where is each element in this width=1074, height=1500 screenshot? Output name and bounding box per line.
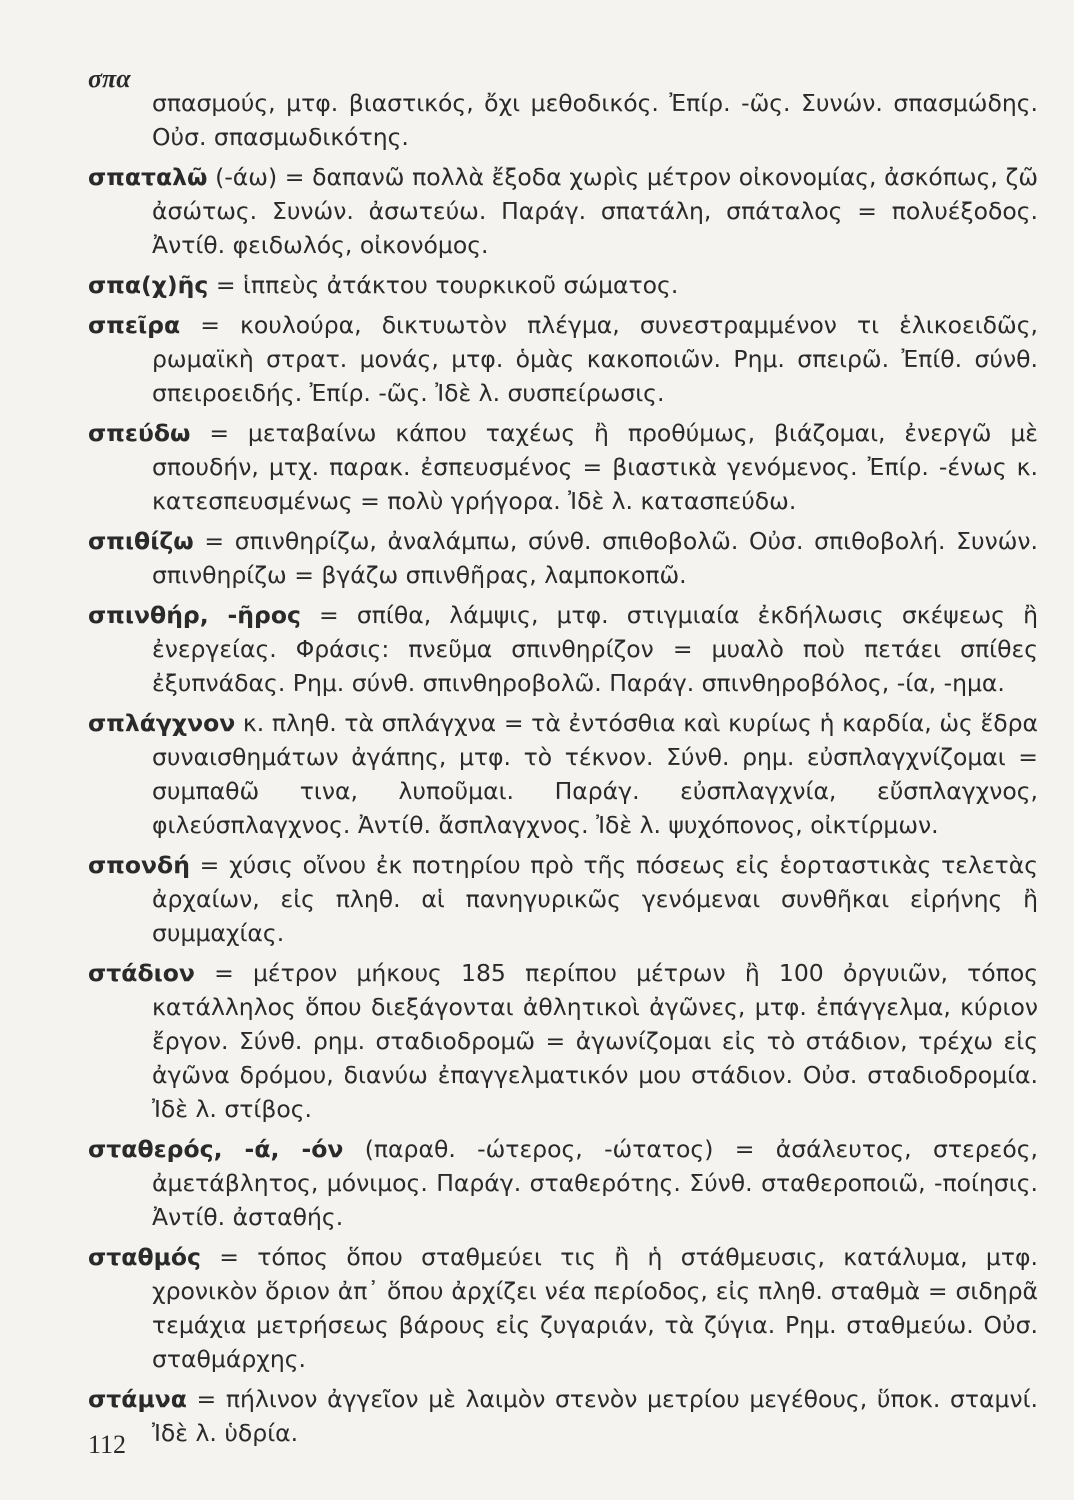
entry-definition: = σπίθα, λάμψις, μτφ. στιγμιαία ἐκδήλωσις σκέψεως ἢ ἐνεργείας. Φράσις: πνεῦμα σπινθηρίζον = μυαλὸ ποὺ πετάει σπίθες ἐξυπνάδας. Ρημ. σύνθ. σπινθηροβολῶ. Παράγ. σπινθηροβόλος, -ία, -ημα. bbox=[152, 601, 1038, 697]
entry-headword: σπεῖρα bbox=[88, 311, 181, 339]
dictionary-entry bbox=[88, 848, 1038, 950]
entry-headword: στάμνα bbox=[88, 1385, 187, 1413]
entry-list bbox=[88, 84, 1038, 1456]
dictionary-entry bbox=[88, 956, 1038, 1126]
dictionary-entry bbox=[88, 1382, 1038, 1450]
dictionary-entry bbox=[88, 86, 1038, 154]
entry-headword: στάδιον bbox=[88, 959, 195, 987]
entry-definition: (-άω) = δαπανῶ πολλὰ ἔξοδα χωρὶς μέτρον οἰκονομίας, ἀσκόπως, ζῶ ἀσώτως. Συνών. ἀσωτεύω. Παράγ. σπατάλη, σπάταλος = πολυέξοδος. Ἀντίθ. φειδωλός, οἰκονόμος. bbox=[152, 163, 1038, 259]
entry-definition: = μεταβαίνω κάπου ταχέως ἢ προθύμως, βιάζομαι, ἐνεργῶ μὲ σπουδήν, μτχ. παρακ. ἐσπευσμένος = βιαστικὰ γενόμενος. Ἐπίρ. -ένως κ. κατεσπευσμένως = πολὺ γρήγορα. Ἰδὲ λ. κατασπεύδω. bbox=[152, 419, 1038, 515]
entry-headword: σπα(χ)ῆς bbox=[88, 271, 209, 299]
entry-definition: σπασμούς, μτφ. βιαστικός, ὄχι μεθοδικός. Ἐπίρ. -ῶς. Συνών. σπασμώδης. Οὐσ. σπασμωδικότης. bbox=[152, 89, 1038, 151]
dictionary-entry bbox=[88, 160, 1038, 262]
entry-headword: σπονδή bbox=[88, 851, 190, 879]
page-number: 112 bbox=[88, 1430, 127, 1459]
dictionary-entry bbox=[88, 268, 1038, 302]
dictionary-entry bbox=[88, 1240, 1038, 1376]
entry-definition: = κουλούρα, δικτυωτὸν πλέγμα, συνεστραμμένον τι ἑλικοειδῶς, ρωμαϊκὴ στρατ. μονάς, μτφ. ὁμὰς κακοποιῶν. Ρημ. σπειρῶ. Ἐπίθ. σύνθ. σπειροειδής. Ἐπίρ. -ῶς. Ἰδὲ λ. συσπείρωσις. bbox=[152, 311, 1038, 407]
entry-definition: = χύσις οἴνου ἐκ ποτηρίου πρὸ τῆς πόσεως εἰς ἑορταστικὰς τελετὰς ἀρχαίων, εἰς πληθ. αἱ πανηγυρικῶς γενόμεναι συνθῆκαι εἰρήνης ἢ συμμαχίας. bbox=[152, 851, 1038, 947]
entry-definition: = τόπος ὅπου σταθμεύει τις ἢ ἡ στάθμευσις, κατάλυμα, μτφ. χρονικὸν ὅριον ἀπ᾽ ὅπου ἀρχίζει νέα περίοδος, εἰς πληθ. σταθμὰ = σιδηρᾶ τεμάχια μετρήσεως βάρους εἰς ζυγαριάν, τὰ ζύγια. Ρημ. σταθμεύω. Οὐσ. σταθμάρχης. bbox=[152, 1243, 1038, 1373]
running-head: σπα bbox=[88, 64, 131, 93]
entry-definition: = σπινθηρίζω, ἀναλάμπω, σύνθ. σπιθοβολῶ. Οὐσ. σπιθοβολή. Συνών. σπινθηρίζω = βγάζω σπινθῆρας, λαμποκοπῶ. bbox=[152, 527, 1038, 589]
entry-definition: = πήλινον ἀγγεῖον μὲ λαιμὸν στενὸν μετρίου μεγέθους, ὕποκ. σταμνί. Ἰδὲ λ. ὑδρία. bbox=[152, 1385, 1038, 1447]
dictionary-entry bbox=[88, 1132, 1038, 1234]
entry-definition: (παραθ. -ώτερος, -ώτατος) = ἀσάλευτος, στερεός, ἀμετάβλητος, μόνιμος. Παράγ. σταθερότης. Σύνθ. σταθεροποιῶ, -ποίησις. Ἀντίθ. ἀσταθής. bbox=[152, 1135, 1038, 1231]
entry-definition: = ἱππεὺς ἀτάκτου τουρκικοῦ σώματος. bbox=[208, 271, 679, 299]
dictionary-entry bbox=[88, 308, 1038, 410]
dictionary-entry bbox=[88, 524, 1038, 592]
entry-headword: σπαταλῶ bbox=[88, 163, 208, 191]
entry-definition: = μέτρον μήκους 185 περίπου μέτρων ἢ 100 ὀργυιῶν, τόπος κατάλληλος ὅπου διεξάγονται ἀθλητικοὶ ἀγῶνες, μτφ. ἐπάγγελμα, κύριον ἔργον. Σύνθ. ρημ. σταδιοδρομῶ = ἀγωνίζομαι εἰς τὸ στάδιον, τρέχω εἰς ἀγῶνα δρόμου, διανύω ἐπαγγελματικόν μου στάδιον. Οὐσ. σταδιοδρομία. Ἰδὲ λ. στίβος. bbox=[152, 959, 1038, 1123]
dictionary-entry bbox=[88, 706, 1038, 842]
entry-headword: σπεύδω bbox=[88, 419, 191, 447]
entry-headword: σταθμός bbox=[88, 1243, 201, 1271]
entry-headword: σπινθήρ, -ῆρος bbox=[88, 601, 301, 629]
entry-definition: κ. πληθ. τὰ σπλάγχνα = τὰ ἐντόσθια καὶ κυρίως ἡ καρδία, ὡς ἕδρα συναισθημάτων ἀγάπης, μτφ. τὸ τέκνον. Σύνθ. ρημ. εὐσπλαγχνίζομαι = συμπαθῶ τινα, λυποῦμαι. Παράγ. εὐσπλαγχνία, εὔσπλαγχνος, φιλεύσπλαγχνος. Ἀντίθ. ἄσπλαγχνος. Ἰδὲ λ. ψυχόπονος, οἰκτίρμων. bbox=[152, 709, 1038, 839]
dictionary-entry bbox=[88, 598, 1038, 700]
entry-headword: σπιθίζω bbox=[88, 527, 194, 555]
dictionary-entry bbox=[88, 416, 1038, 518]
entry-headword: σταθερός, -ά, -όν bbox=[88, 1135, 344, 1163]
entry-headword: σπλάγχνον bbox=[88, 709, 236, 737]
